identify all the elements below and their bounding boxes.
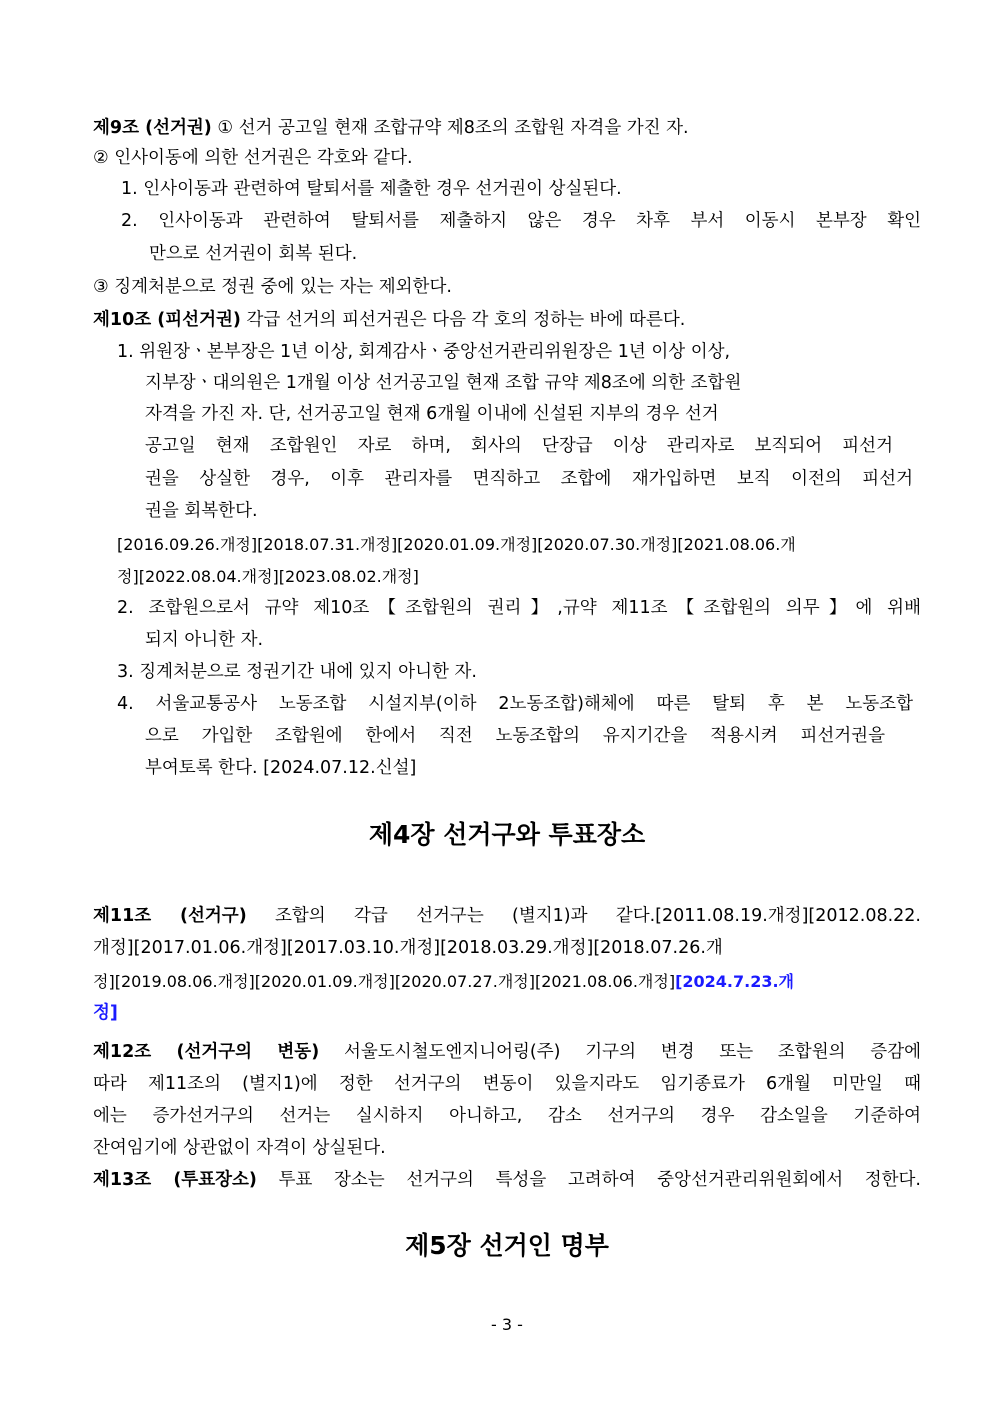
art9-line5: 만으로 선거권이 회복 된다. — [149, 244, 358, 264]
art9-line6: ③ 징계처분으로 정권 중에 있는 자는 제외한다. — [93, 277, 452, 297]
art10-item1-line1: 1. 위원장ㆍ본부장은 1년 이상, 회계감사ㆍ중앙선거관리위원장은 1년 이상 이상, — [117, 342, 731, 362]
art11-heading: 제11조 (선거구) — [93, 906, 247, 926]
art13-heading: 제13조 (투표장소) — [93, 1170, 257, 1190]
art12-line3: 에는 증가선거구의 선거는 실시하지 아니하고, 감소 선거구의 경우 감소일을 기준하여 — [93, 1106, 921, 1126]
art9-line4: 2. 인사이동과 관련하여 탈퇴서를 제출하지 않은 경우 차후 부서 이동시 본부장 확인 — [121, 211, 921, 231]
art10-item4-line3: 부여토록 한다. [2024.07.12.신설] — [145, 758, 417, 778]
art11-line3: 정][2019.08.06.개정][2020.01.09.개정][2020.07.27.개정][2021.08.06.개정][2024.7.23.개 — [93, 972, 795, 991]
art9-line2: ② 인사이동에 의한 선거권은 각호와 같다. — [93, 148, 413, 168]
art11-line4: 정] — [93, 1003, 118, 1023]
art11-revision-highlight: [2024.7.23.개 — [675, 972, 795, 991]
art13-line1: 제13조 (투표장소) 투표 장소는 선거구의 특성을 고려하여 중앙선거관리위원회에서 정한다. — [93, 1170, 921, 1190]
art12-line4: 잔여임기에 상관없이 자격이 상실된다. — [93, 1138, 386, 1158]
art10-item2-line2: 되지 아니한 자. — [145, 630, 264, 650]
art12-line1: 제12조 (선거구의 변동) 서울도시철도엔지니어링(주) 기구의 변경 또는 조합원의 증감에 — [93, 1042, 922, 1062]
art11-line1: 제11조 (선거구) 조합의 각급 선거구는 (별지1)과 같다.[2011.08.19.개정][2012.08.22. — [93, 906, 921, 926]
art10-item4-line2: 으로 가입한 조합원에 한에서 직전 노동조합의 유지기간을 적용시켜 피선거권을 — [145, 726, 885, 746]
art9-heading: 제9조 (선거권) — [93, 118, 212, 138]
art10-revision-line1: [2016.09.26.개정][2018.07.31.개정][2020.01.09.개정][2020.07.30.개정][2021.08.06.개 — [117, 535, 796, 554]
art10-item1-line4: 공고일 현재 조합원인 자로 하며, 회사의 단장급 이상 관리자로 보직되어 피선거 — [145, 436, 893, 456]
art12-line2: 따라 제11조의 (별지1)에 정한 선거구의 변동이 있을지라도 임기종료가 6개월 미만일 때 — [93, 1074, 921, 1094]
art9-line1: 제9조 (선거권) ① 선거 공고일 현재 조합규약 제8조의 조합원 자격을 가진 자. — [93, 118, 689, 138]
art9-line3: 1. 인사이동과 관련하여 탈퇴서를 제출한 경우 선거권이 상실된다. — [121, 179, 622, 199]
art10-item3: 3. 징계처분으로 정권기간 내에 있지 아니한 자. — [117, 662, 477, 682]
art10-item1-line5: 권을 상실한 경우, 이후 관리자를 면직하고 조합에 재가입하면 보직 이전의 피선거 — [145, 469, 913, 489]
art12-heading: 제12조 (선거구의 변동) — [93, 1042, 320, 1062]
art10-intro: 제10조 (피선거권) 각급 선거의 피선거권은 다음 각 호의 정하는 바에 따른다. — [93, 310, 686, 330]
chapter5-title: 제5장 선거인 명부 — [405, 1231, 609, 1260]
art11-line2: 개정][2017.01.06.개정][2017.03.10.개정][2018.03.29.개정][2018.07.26.개 — [93, 938, 723, 958]
art10-item1-line2: 지부장ㆍ대의원은 1개월 이상 선거공고일 현재 조합 규약 제8조에 의한 조합원 — [145, 373, 742, 393]
chapter4-title: 제4장 선거구와 투표장소 — [368, 820, 646, 849]
art10-item1-line6: 권을 회복한다. — [145, 501, 258, 521]
art10-item1-line3: 자격을 가진 자. 단, 선거공고일 현재 6개월 이내에 신설된 지부의 경우 선거 — [145, 404, 719, 424]
art10-revision-line2: 정][2022.08.04.개정][2023.08.02.개정] — [117, 567, 419, 586]
art10-item2-line1: 2. 조합원으로서 규약 제10조【조합원의 권리】,규약 제11조【조합원의 의무】에 위배 — [117, 598, 921, 618]
page-number: - 3 - — [491, 1315, 523, 1334]
art10-heading: 제10조 (피선거권) — [93, 310, 241, 330]
art10-item4-line1: 4. 서울교통공사 노동조합 시설지부(이하 2노동조합)해체에 따른 탈퇴 후 본 노동조합 — [117, 694, 913, 714]
